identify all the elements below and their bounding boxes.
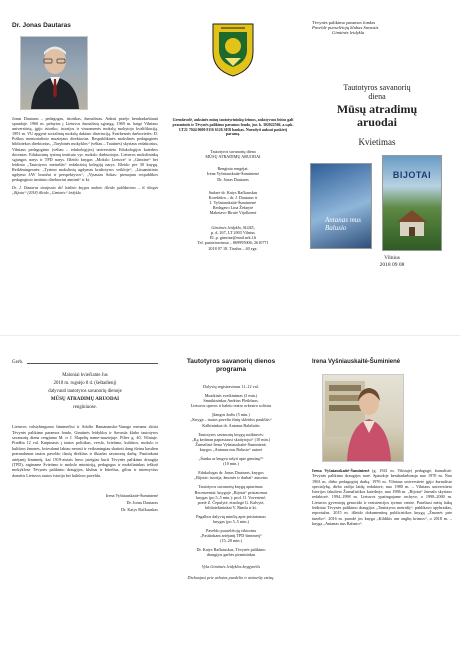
bookshop-note: Vyks Gimtinės leidyklos knygynėlis [201, 563, 261, 569]
event-name-line2: MŪSŲ ATRADIMŲ ARUODAI [205, 154, 261, 160]
author-photo [20, 36, 88, 110]
program-item [166, 412, 296, 427]
publisher-line: Gimtinės leidykla, SL045, [211, 225, 255, 231]
credit-line: I. Vyšniauskaitė-Šuminienė [210, 199, 256, 205]
program-panel [166, 358, 296, 580]
invite-line: 2018 m. rugsėjo 8 d. (šeštadienį) [53, 381, 117, 387]
fund-block [312, 20, 452, 35]
signature: Dr. Katys Račkauskas [121, 507, 158, 513]
author-bio: Jonas Dautaras – pedagogas, istorikas, žurnalistas. Anksti praėjo bendradarbiauti spaudoje. 1960 m. pelnytas į Lietuvos žurnalistų sąjungą, 1969 m. baigė Vilniaus universitetą, įgijo istoriko, istorijos ir visuomenės mokslų mokytojo kvalifikaciją. 1991 m. VU apgynė socialinių mokslų daktaro disertaciją. Švarbesnės darbovietės: D. Poškos memorialinio muziejaus direktorius. Respublikinės mokslinės pedagoginės bibliotekos direktorius, „Tarybinės mokyklos“ (vėliau – Tautinės) skyriaus redaktorius, Vilniaus pedagoginio (vėliau – edukologijos) universiteto Edukologijos katedros docentas. Edukacinių tyrimų instituto vyr. mokslo darbuotojas. Lietuvos mokslininkų sąjungos narys ir TPD narys. Išleido knygas „Mokslo Lietuva“ ir „Gimtinė“ bei leidinio „Tautotyros metraštis“ redakcinių kolegijų narys. Išleido per 30 knygų. Reikšmingesnės: „Tyrimo mokslinių ugdymas kraštotyros veikloje“, „Lituanistinio ugdymo JAV bruožai ir perspektyvos“, „Vytautas Sokas: pirmajam respublikos pedagoginio instituto direktoriui atminti“ ir kt. [12, 116, 158, 183]
person-silhouette-icon [323, 375, 403, 461]
program-item [166, 514, 296, 524]
organizer: Irena Vyšniauskaitė-Šuminienė [206, 171, 260, 177]
book-cover-right-title: BIJOTAI [392, 170, 432, 181]
signatures [12, 492, 158, 513]
program-item-line: Tautotyros savanorių knygų sutiktuvės: [198, 431, 264, 437]
fund-line: Tėvynės palikimo paramos fondas [312, 20, 376, 25]
program-item [166, 484, 296, 509]
program-item-line: Lietuvos operos ir baleto teatro orkestro solistas [190, 403, 272, 409]
invitation-panel [12, 360, 158, 513]
invite-event: MŪSŲ ATRADIMŲ ARUODAI [50, 397, 120, 403]
fold-line [0, 335, 460, 336]
program-title-2: programa [216, 366, 246, 373]
program-item-line: knygas (po 5–5 min.): prof. O. Voveriené, [195, 494, 267, 500]
program-item [166, 470, 296, 480]
publisher-line: El. p. gimtine@mail.nrk.l.lt [209, 235, 257, 241]
tea-note: Dicbuojasi prie arbatos puodelio ir atsinešty estisų. [187, 574, 275, 580]
credits-panel [172, 22, 294, 251]
cover-subtitle: Tautotyros savanorių [343, 83, 411, 93]
program-item-line: Smuikininkas Andrius Pleikšnas. [203, 398, 259, 404]
cover-title-2: aruodai [356, 115, 397, 130]
program-item-line: Tautotyros savanorių knygų aptarimas: [198, 484, 264, 490]
cover-city: Vilnius [384, 255, 400, 262]
author-panel [12, 22, 158, 195]
program-item-line: „Ką keitinan paprasiausi skaitytojui“ (10 min.) [191, 436, 271, 442]
book-cover-left-title: Antanas mus Balusio [325, 216, 361, 233]
program-list [166, 384, 296, 558]
program-item-line: knygas (po 5–5 min.) [213, 518, 249, 524]
program-item [166, 547, 296, 557]
author-caption: Dr. J. Dautaras straipsnio dėl leidinio knygos maketo išleido publikavimo – iš rikogės „Bijotai“ (2018) išleido „Gimtinės“ leidykla. [12, 186, 158, 195]
program-item [166, 528, 296, 543]
program-item-line: Įžangos žodis (5 min.) [212, 412, 250, 418]
second-author-bio-text: (g. 1941 m. Vilniuje) pedagogė, žurnalistė. Tėvynės palikimo draugijos narė. Spaudoje bendradarbiauja nuo 1970 m. Nuo 1963 m. dirbo pedagoginį darbą. 1976 m. Vilniaus universitete įgijo žurnalisto specialybę, dirbo radijo laidų redaktore, nuo 1980 m. – Vilniaus universiteto Istorijos fakulteto Žurnalistikos katedroje, nuo 1986 m. „Bijotai“ žurnalo skyriaus redaktorė. 1994–1998 m. Lietuvos ypatingajame archyve, o 1998–2000 m. Lietuvos gyventojų genocido ir rezistencijos tyrimo centre. Parašiusi mėtų laikų leidiniai Tėvynės palikimo draugijos „Tautotyros metraštį“, publikavo apybraižas, reportažus. 2015 m. išleido dokumentinę publicistikos knygą „Žmonės prie tunelio“. 2016 m. parodė jos knyga „Kildikis anr angliņ krimos“, o 2018 m. – knyga „Antanas nus Balusio“. [312, 468, 453, 526]
program-item-line: poetė Z. Čepulytė, etnologė G. Kalvytė, [197, 499, 265, 505]
program-item-line: Kalbininkas dr. Antanas Balašaitis [202, 422, 260, 428]
second-author-bio [312, 468, 452, 526]
signature: Irena Vyšniauskaitė-Šuminienė [105, 493, 158, 499]
program-item-line: knygos „Antanas nus Balusio“ autorė [199, 446, 263, 452]
coat-of-arms-icon [211, 22, 255, 78]
person-silhouette-icon [21, 37, 87, 109]
program-item-line: (10 min.) [223, 461, 239, 467]
book-cover-right [382, 155, 442, 251]
credit-line: Maketavo Birutė Vijolkienė [209, 210, 257, 216]
cover-day: diena [368, 92, 386, 102]
cover-date: 2018 09 08 [379, 261, 405, 268]
program-item-line: Edukologas dr. Jonas Dautaras, knygos [198, 470, 264, 476]
second-author-panel [312, 358, 452, 526]
program-item-line: „Bijotai: istorija, žmonės ir darbai“ autorius [194, 475, 268, 481]
credits-list [172, 190, 294, 215]
second-author-caption: Irena Vyšniauskaitė-Šuminienė [312, 468, 370, 473]
fund-line: Pavelde puoselėtojų klubas Savastis [312, 25, 379, 31]
support-note: Grendavolė, auksinės mūsų tautotyrininkų šeimos, ankstyvuos būtos gali prasmintis ir Tėvynės palikimo paramos fondo, jur. k. 302022566, a.sąsk. LT21 7044 0600 0116 6126 SEB bankas. Nurodyti auksui paskirtį paramą. [172, 118, 294, 137]
invite-line: dalyvauti tautotyros savanorių dienoje [48, 389, 122, 395]
organizer: Dr. Jonas Dautaras [217, 176, 249, 182]
program-item-line: (15–20 min.) [220, 538, 242, 544]
cover-invitation: Kvietimas [358, 137, 396, 148]
program-item-line: Žurnalistė Irena Vyšniauskaitė-Šuminienė, [195, 441, 267, 447]
publisher-info [172, 225, 294, 250]
invitation-body: Lietuvos valstybingumo šimtmečiui ir Adolfo Ramanausko-Vanago metams skiria Tėvynės palikimo paramos fondo, Gimtinės leidyklos ir Savastis klubo tautotyros savanorių diena rengiama M. ir J. Šlapelių name-muziejuje. Pilies g. 40, Vilniuje. Pradžia 12 val. Knipinasis į tautos politikus, verslo, švietimo, kultūros, mokslo ir kultūros žmones, kviesdami labiau nerasti ir veiksmingiau skatinti dang išeina kasdien prarandamas tautos paveldo ilsnių išteklius ir ilkiadas savanorių darbą. Pasitinkant artėjantį šimtmetį, kai 1919-aisiais buvo įsteigtas kurti Tėvynės palikimo draugija (TPD), raginame Švietimo ir mokslo ministriją, pedagogus ir mokslininkus ieškoti mokyklose Tėvynės palikimo draugijos, klubus ir būrelius, gilius ir intensyvius domėtis Lietuvos tautos istorija bei kultūros paveldu. [12, 424, 158, 478]
program-item [166, 393, 296, 408]
book-cover-left [310, 163, 372, 249]
house-icon [383, 200, 441, 240]
recipient-line [27, 363, 158, 364]
program-item-line: Dr. Katys Račkauskas, Tėvynės palikimo [196, 547, 266, 553]
credit-line: Redagavo Lina Žeknytė [212, 204, 254, 210]
program-title: Tautotyros savanorių dienos [186, 358, 276, 365]
invite-line: Maloniai kviečiame Jus [62, 373, 108, 379]
signature: Dr. Jonas Dautaras [126, 500, 158, 506]
program-item-line: draugijos garbės pirmininkas [206, 552, 256, 558]
program-item-line: Muzikinis sveikinimas (3 min.) [204, 393, 258, 399]
program-item-line: Paveldo puoselėtojų viktorina [205, 528, 256, 534]
invite-line: renginiuose. [73, 405, 97, 411]
event-name-line1: Tautotyros savanorių diena [210, 149, 256, 155]
second-author-heading: Irena Vyšniauskaitė-Šuminienė [312, 359, 401, 365]
credit-line: Korektūra – dr. J. Dautaras ir [208, 194, 258, 200]
program-item-line: bibliotekininkai V. Rimša ir kt. [205, 504, 257, 510]
book-covers [302, 155, 452, 251]
program-item-line: „Šunku ar lengva rašyti apie gimtinę?“ [198, 456, 264, 462]
cover-panel [302, 20, 452, 268]
program-item-line: Recenzentai: knygoje „Bijotai“ pristatomas [194, 489, 268, 495]
cover-title: Mūsų atradimų [336, 102, 418, 117]
program-item-line: „Pasitinkant artėjantį TPD šimtmetį“ [200, 533, 262, 539]
program-item [166, 456, 296, 466]
organizers-intro: Renginio rengėjai: [217, 166, 249, 172]
credit-line: Sudarė dr. Katys Račkauskas [208, 189, 258, 195]
greeting-row [12, 360, 158, 365]
program-item [166, 384, 296, 389]
program-item [166, 432, 296, 452]
author-name: Dr. Jonas Dautaras [12, 22, 71, 29]
program-item-line: Dalyvių registravimas 11–12 val. [203, 384, 259, 389]
publisher-line: p. d. 267, LT 2003 Vilnius [211, 230, 255, 236]
fund-line: Gimtinės leidykla [332, 30, 365, 36]
publisher-line: Tel. pasiteiravimui – 869995006; 2610771 [197, 240, 269, 246]
program-item-line: „Knyga – tautos pavelto išnių skleidos paukštis“ [190, 417, 272, 423]
greeting-label: Gerb. [12, 360, 24, 365]
program-item-line: Pagalbos dalyvių minčių apie pristatomas [196, 513, 266, 519]
publisher-line: 2018 07 18. Tiražas – 40 egz. [208, 245, 258, 251]
second-author-photo [322, 374, 404, 462]
